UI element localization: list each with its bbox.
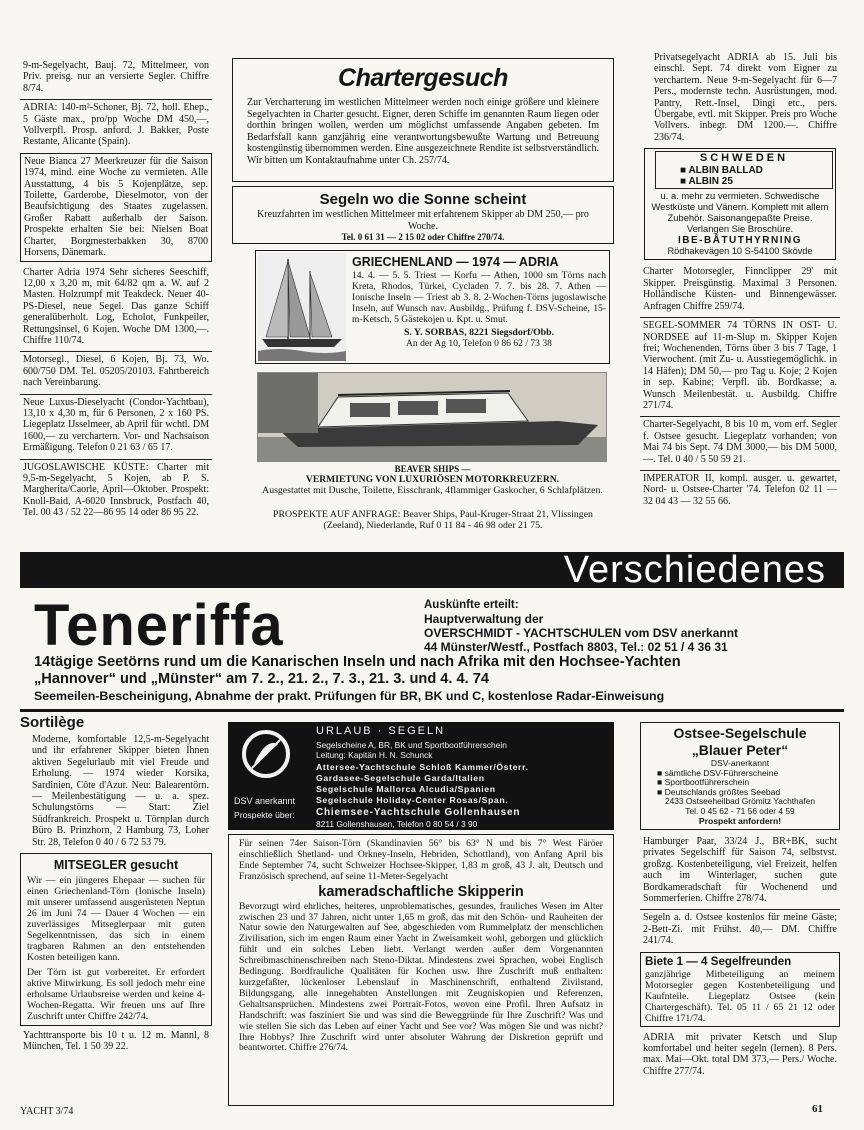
left-column bbox=[20, 58, 212, 540]
ostsee-line-2: ■ Sportbootführerschein bbox=[657, 777, 750, 788]
section-banner-title: Verschiedenes bbox=[563, 549, 826, 591]
motor-cruiser-icon bbox=[258, 373, 607, 462]
teneriffa-title: Teneriffa bbox=[34, 593, 284, 658]
ostsee-line-3: ■ Deutschlands größtes Seebad bbox=[657, 786, 781, 797]
urlaub-segeln-ad bbox=[228, 722, 614, 830]
dsv-logo-caption: DSV anerkannt bbox=[234, 796, 296, 806]
ostsee-segelschule-ad bbox=[640, 722, 840, 830]
section-banner bbox=[20, 549, 844, 591]
mitsegler-ad bbox=[20, 853, 212, 1026]
beaver-prospekt: PROSPEKTE AUF ANFRAGE: Beaver Ships, Paul-Kruger-Straat 21, Vlissingen (Zeeland), Niederlande, Ruf 0 11 84 - 46 98 oder 21 75. bbox=[273, 509, 593, 532]
yachttransporte-ad: Yachttransporte bis 10 t u. 12 m. Mannl, 8 München, Tel. 1 50 39 22. bbox=[23, 1030, 209, 1053]
sortilege-title: Sortilège bbox=[20, 714, 85, 731]
beaver-caption-2: VERMIETUNG VON LUXURIÖSEN MOTORKREUZERN. bbox=[305, 474, 560, 485]
schweden-address: Rödhakevägen 10 S-54100 Skövde bbox=[667, 246, 813, 257]
classified-ad: Hamburger Paar, 33/24 J., BR+BK, sucht privates Segelschiff für Saison 74, selbstvst. großzg. Kostenbeteiligung, viel Freizeit, helfen auch im Winterlager, suchen gute Bordkameradschaft für Wochenend und Sommerferien. Chiffre 278/74. bbox=[643, 836, 837, 905]
skipperin-ad bbox=[228, 834, 614, 1106]
classified-ad: ADRIA mit privater Ketsch und Slup komfortabel und heiter segeln (lernen). 8 Pers. max. Mai—Okt. total DM 373,— Pers./ Woche. Chiffre 277/74. bbox=[643, 1031, 837, 1077]
ostsee-phone: Tel. 0 45 62 - 71 56 oder 4 59 bbox=[685, 805, 795, 816]
mitsegler-body: Wir — ein jüngeres Ehepaar — suchen für einen Griechenland-Törn (Ionische Inseln) mit unserer umfassend ausgerüsteten Neptun 26 im Juni 74 — Dauer 4 Wochen — ein zuverlässiges Mitseglerpaar mit guten Segelkenntnissen, das sich in einem tragbaren Rahmen an den entstehenden Kosten beteiligen kann. bbox=[27, 875, 205, 964]
urlaub-line: Gardasee-Segelschule Garda/Italien bbox=[316, 773, 485, 783]
skipperin-title: kameradschaftliche Skipperin bbox=[318, 883, 524, 900]
urlaub-line: Attersee-Yachtschule Schloß Kammer/Österr. bbox=[316, 762, 529, 772]
classified-ad: Charter Adria 1974 Sehr sicheres Seeschiff, 12,00 x 3,20 m, mit 64/82 qm a. W. auf 2 Masten. Holzrumpf mit Teakdeck. Neuer 40-PS-Diesel, neue Segel. Das ganze Schiff generalüberholt. Log, Echolot, Funkpeiler, Rettungsinsel, 6 Kojen. Woche DM 1300,—. Chiffre 110/74. bbox=[23, 266, 209, 346]
schweden-title: SCHWEDEN bbox=[699, 152, 789, 165]
sonne-contact: Tel. 0 61 31 — 2 15 02 oder Chiffre 270/74. bbox=[341, 232, 505, 242]
beaver-caption-1: BEAVER SHIPS — bbox=[394, 464, 471, 474]
biete-title: Biete 1 — 4 Segelfreunden bbox=[645, 954, 792, 968]
ostsee-title-2: „Blauer Peter“ bbox=[691, 742, 789, 758]
schweden-body: u. a. mehr zu vermieten. Schwedische Westküste und Vänern. Komplett mit allem Zubehör. Saisonangepaßte Preise. Verlangen Sie Broschüre. bbox=[651, 190, 829, 234]
teneriffa-info-3: OVERSCHMIDT - YACHTSCHULEN vom DSV anerkannt bbox=[424, 626, 739, 640]
classified-ad: SEGEL-SOMMER 74 TÖRNS IN OST- U. NORDSEE auf 11-m-Slup m. Skipper Kojen frei; Wochenenden, Törns über 3 bis 7 Tage, 1 Vierwochent. (mit Zu- u. Ausstiegemöglichk. in 14 Häfen); DM 50,— pro Tag u. Koje; 2 Kojen in sep. Kabine; Verpfl. üb. Bordkasse; a. Wunsch Meilenbestät. u. Ausbildg. Chiffre 271/74. bbox=[643, 320, 837, 411]
biete-body: ganzjährige Mitbeteiligung an meinem Motorsegler gegen Kostenbeteiligung und Kaufnteile. Liegeplatz Ostsee (kein Chartergeschäft). Tel. 05 11 / 65 21 12 oder Chiffre 171/74. bbox=[645, 968, 835, 1024]
schweden-ad bbox=[644, 148, 836, 260]
urlaub-prospekte-label: Prospekte über: bbox=[234, 810, 295, 820]
chartergesuch-body: Zur Vercharterung im westlichen Mittelmeer werden noch einige größere und kleinere Segelyachten in Charter gesucht. Eigner, deren Schiffe im genannten Raum liegen oder dorthin bringen wollen, werden um möglichst umfassende Angaben gebeten. Im Bedarfsfall kann ganzjährig eine verantwortungsbewußte Wartung und Betreuung kostengünstig übernommen werden. Eine ausgezeichnete Rendite ist selbstverständlich. Wir bitten um Kontaktaufnahme unter Ch. 257/74. bbox=[247, 97, 599, 166]
skipperin-body: Bevorzugt wird ehrliches, heiteres, unproblematisches, gesundes, frauliches Wesen im Alter zwischen 23 und 37 Jahren, nicht unter 1,65 m groß, das mit den Schön- und Rauheiten der Natur sowie den Naturgewalten auf See, abgeschieden vom Rummelplatz der menschlichen Zivilisation, sich im engen Raum einer Yacht in Zweisamkeit wohl, geborgen und glücklich fühlt und ein solches Leben liebt. Verlangt werden außer dem Vorgenannten Schreibmaschinenschreiben nach Steno-Diktat. Mindestens zwei Sprachen, wobei Englisch Bedingung. Bordfrauliche Qualitäten für Kochen usw. Ihre Zuschrift muß enthalten: kurzgefaßter, lückenloser Lebenslauf in Maschinenschrift, enthaltend Zivilstand, Bildungsgang, alle innegehabten Anstellungen mit Zeugniskopien und Referenzen, Gehaltsansprüchen. Mindestens zwei Portrait-Fotos, wovon eine Profil. Ihren Aufsatz in Handschrift: was fasziniert Sie und was sind die Beweggründe für Ihre Zuschrift? Was und wie stellen Sie sich das Leben auf einer Yacht und See vor? Was mögen Sie und was nicht? Ihre Hobbys? Ihre Zuschrift wird unter absoluter Wahrung der Diskretion geprüft und beantwortet. Chiffre 276/74. bbox=[239, 900, 603, 1054]
classified-ad: Segeln a. d. Ostsee kostenlos für meine Gäste; 2-Bett-Zi. mit Frühst. 40,— DM. Chiffre 241/74. bbox=[643, 912, 837, 947]
motor-cruiser-photo bbox=[257, 372, 607, 462]
sailboat-illustration bbox=[258, 253, 346, 361]
sailboat-icon bbox=[258, 253, 346, 361]
mitsegler-title: MITSEGLER gesucht bbox=[53, 858, 179, 873]
teneriffa-line-1: 14tägige Seetörns rund um die Kanarischen Inseln und nach Afrika mit den Hochsee-Yachten bbox=[34, 654, 681, 670]
sonne-title: Segeln wo die Sonne scheint bbox=[319, 191, 527, 208]
teneriffa-info-4: 44 Münster/Westf., Postfach 8803, Tel.: 02 51 / 4 36 31 bbox=[424, 640, 728, 654]
urlaub-sub-1: Segelscheine A, BR, BK und Sportbootführerschein bbox=[316, 740, 507, 750]
griechenland-contact: S. Y. SORBAS, 8221 Siegsdorf/Obb. bbox=[403, 327, 555, 338]
ostsee-line-0: DSV-anerkannt bbox=[710, 758, 770, 768]
classified-ad: JUGOSLAWISCHE KÜSTE: Charter mit 9,5-m-Segelyacht, 5 Kojen, ab P. S. Margherita/Caorle, April—Oktober. Prospekt: Knoll-Baid, A-6020 Innsbruck, Postfach 40, Tel. 00 43 / 52 22—86 95 14 oder 86 95 22. bbox=[23, 461, 209, 519]
classified-ad: Neue Luxus-Dieselyacht (Condor-Yachtbau), 13,10 x 4,30 m, für 6 Personen, 2 x 160 PS. Liegeplatz IJsselmeer, ab April für wchtl. DM 1600,— zu verchartern. Vor- und Nachsaison Ermäßigung. Telefon 0 21 63 / 65 17. bbox=[23, 396, 209, 454]
teneriffa-line-2: „Hannover“ und „Münster“ am 7. 2., 21. 2., 7. 3., 21. 3. und 4. 4. 74 bbox=[34, 671, 489, 687]
urlaub-school: Chiemsee-Yachtschule Gollenhausen bbox=[316, 807, 521, 818]
ostsee-address: 2433 Ostseeheilbad Grömitz Yachthafen bbox=[664, 796, 816, 807]
beaver-ships-ad bbox=[255, 370, 610, 536]
dsv-logo bbox=[240, 728, 292, 780]
sonne-ad bbox=[232, 186, 614, 244]
griechenland-contact-2: An der Ag 10, Telefon 0 86 62 / 73 38 bbox=[406, 338, 552, 350]
urlaub-line: Segelschule Mallorca Alcudia/Spanien bbox=[316, 784, 496, 794]
teneriffa-info-2: Hauptverwaltung der bbox=[424, 612, 544, 626]
sortilege-body: Moderne, komfortable 12,5-m-Segelyacht und ihr erfahrener Skipper bieten Ihnen aktiven Segelurlaub mit viel Freude und Erholung. — 1974 wieder Korsika, Sardinien, Côte d'Azur. Neu: Balearentörn. — Meilenbestätigung — u. a. spez. Schulungstörns — Start: Ziel Südfrankreich. Prospekt u. Törnplan durch Büro B. Prinzhorn, 2 Hamburg 73, Loher Str. 28, Telefon 0 40 / 6 72 53 79. bbox=[32, 734, 209, 848]
ostsee-title: Ostsee-Segelschule bbox=[673, 725, 807, 741]
classified-ad: Charter Motorsegler, Finnclipper 29' mit Skipper. Preisgünstig. Maximal 3 Personen. Holländische Küsten- und Binnengewässer. Anfragen Chiffre 259/74. bbox=[643, 266, 837, 312]
classified-ad: Charter-Segelyacht, 8 bis 10 m, vom erf. Segler f. Ostsee gesucht. Liegeplatz vorhanden; von Mai 74 bis Sept. 74 DM 3000,— bis DM 5000,—. Tel. 0 40 / 5 50 59 21. bbox=[643, 419, 837, 465]
schweden-line-2: ■ ALBIN 25 bbox=[680, 176, 733, 188]
beaver-body: Ausgestattet mit Dusche, Toilette, Eisschrank, 4flammiger Gaskocher, 6 Schlafplätzen. bbox=[262, 485, 603, 496]
sonne-body: Kreuzfahrten im westlichen Mittelmeer mit erfahrenem Skipper ab DM 250,— pro Woche. bbox=[257, 209, 589, 232]
urlaub-sub-2: Leitung: Kapitän H. N. Schunck bbox=[316, 750, 433, 760]
urlaub-line: Segelschule Holiday-Center Rosas/Span. bbox=[316, 795, 509, 805]
classified-ad: 9-m-Segelyacht, Bauj. 72, Mittelmeer, von Priv. preisg. nur an versierte Segler. Chiffre 8/74. bbox=[23, 60, 209, 94]
teneriffa-ad bbox=[20, 592, 844, 712]
teneriffa-info-1: Auskünfte erteilt: bbox=[424, 599, 519, 611]
chartergesuch-ad bbox=[232, 58, 614, 182]
classified-ad: Motorsegl., Diesel, 6 Kojen, Bj. 73, Wo. 600/750 DM. Tel. 05205/20103. Fahrtbereich nach Vereinbarung. bbox=[23, 354, 209, 389]
ostsee-line-1: ■ sämtliche DSV-Führerscheine bbox=[657, 767, 779, 778]
schweden-firm: IBE-BÅTUTHYRNING bbox=[678, 234, 802, 246]
page-number: 61 bbox=[812, 1103, 823, 1115]
griechenland-body: 14. 4. — 5. 5. Triest — Korfu — Athen, 1000 sm Törns nach Kreta, Rhodos, Türkei, Cycladen 7. 7. bis 28. 7. Athen — Ionische Inseln — Triest ab 3. 8. 2-Wochen-Törns jugoslawische Inseln, auf Wunsch nav. Ausbildg., Prüfung f. DSV-Scheine, 15-m-Ketsch, 5 Gästekojen u. Kpt. u. Smut. bbox=[352, 270, 606, 325]
griechenland-title: GRIECHENLAND — 1974 — ADRIA bbox=[352, 255, 559, 269]
classified-ad: ADRIA: 140-m²-Schoner, Bj. 72, holl. Ehep., 5 Gäste max., pro/pp Woche DM 450,—, Vollverpfl. Prosp. anford. J. Bakker, Poste Restante, Alicante (Spain). bbox=[23, 102, 209, 148]
bottom-left-column bbox=[20, 714, 212, 1104]
griechenland-ad bbox=[255, 250, 610, 364]
classified-ad: IMPERATOR II, kompl. ausger. u. gewartet, Nord- u. Ostsee-Charter '74. Telefon 02 11 — 32 04 43 — 32 55 66. bbox=[643, 472, 837, 507]
skipperin-intro: Für seinen 74er Saison-Törn (Skandinavien 56° bis 63° N und bis 7° West Färöer einschließlich Shetland- und Orkney-Inseln, Hebriden, Schottland), von Anfang April bis Ende September 74, sucht Schweizer Hochsee-Skipper, 1,83 m groß, 43 J. alt, Deutsch und Französisch sprechend, auf seine 11-Meter-Segelyacht bbox=[239, 838, 603, 882]
urlaub-address: 8211 Gollenshausen, Telefon 0 80 54 / 3 90 bbox=[316, 819, 478, 829]
footer-issue: YACHT 3/74 bbox=[20, 1106, 74, 1117]
teneriffa-line-3: Seemeilen-Bescheinigung, Abnahme der prakt. Prüfungen für BR, BK und C, kostenlose Radar-Einweisung bbox=[34, 689, 665, 703]
classified-ad: Privatsegelyacht ADRIA ab 15. Juli bis einschl. Sept. 74 direkt vom Eigner zu verchartern. Neue 9-m-Segelyacht für 6—7 Pers., modernste techn. Ausrüstungen, mod. Pantry, Rett.-Insel, Dingi etc., pers. Übergabe, evtl. mit Skipper. Preis pro Woche Vollvers. inbegr. DM 1200.—. Chiffre 236/74. bbox=[654, 52, 837, 143]
mitsegler-body-2: Der Törn ist gut vorbereitet. Er erfordert aktive Mitwirkung. Es soll jedoch mehr eine erholsame Urlaubsreise werden und keine 4-Wochen-Regatta. Wir freuen uns auf Ihre Zuschrift unter Chiffre 242/74. bbox=[27, 967, 205, 1023]
chartergesuch-title: Chartergesuch bbox=[338, 64, 508, 92]
right-column bbox=[640, 50, 840, 542]
urlaub-title: URLAUB · SEGELN bbox=[316, 725, 446, 737]
bottom-right-column bbox=[640, 834, 840, 1106]
classified-ad-boxed: Neue Bianca 27 Meerkreuzer für die Saison 1974, mind. eine Woche zu vermieten. Alle Ausstattung, 4 bis 5 Kojenplätze, sep. Toilette, Garderobe, Dieselmotor, von der Beaufsichtigung des Staates zugelassen. Großer Rabatt außerhalb der Saison. Prospekte erhalten Sie bei: Nielsen Boat Charter, Borgmesterbakken 30, 8700 Horsens, Dänemark. bbox=[20, 153, 212, 262]
dsv-logo-icon bbox=[240, 728, 292, 780]
ostsee-cta: Prospekt anfordern! bbox=[698, 815, 782, 826]
biete-ad bbox=[640, 952, 840, 1027]
schweden-line-1: ■ ALBIN BALLAD bbox=[680, 164, 763, 176]
